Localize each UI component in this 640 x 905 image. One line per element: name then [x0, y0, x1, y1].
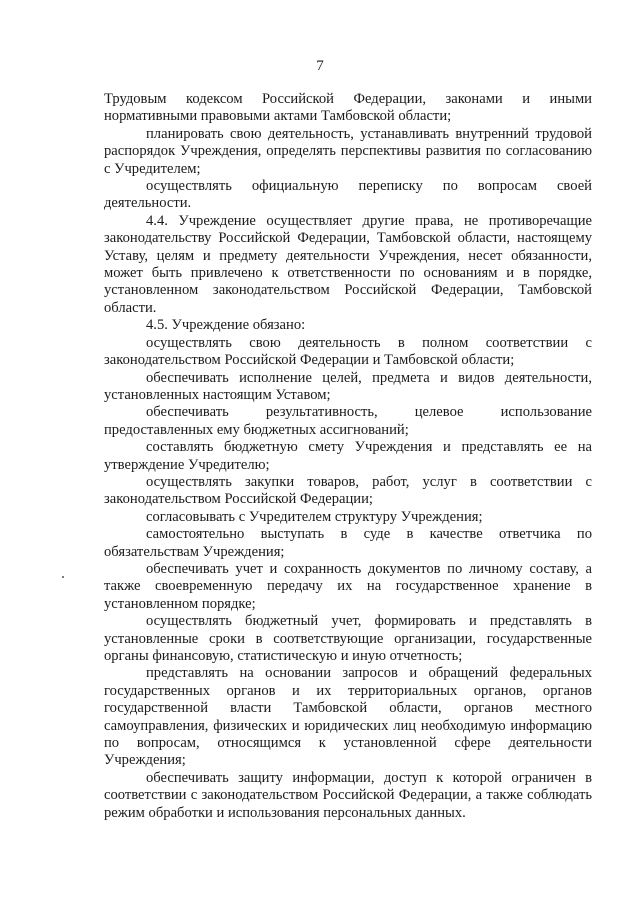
list-item-goals: обеспечивать исполнение целей, предмета и видов деятельности, установленных настоящим Уставом; [104, 369, 592, 403]
paragraph-section-4-5-heading: 4.5. Учреждение обязано: [146, 317, 306, 334]
paragraph-correspondence: осуществлять официальную переписку по вопросам своей деятельности. [104, 178, 592, 212]
list-item-information-requests: представлять на основании запросов и обращений федеральных государственных органов и их территориальных органов, органов государственной власти Тамбовской области, органов местного самоуправления, физических и юридических лиц необходимую информацию по вопросам, относящимся к установленной сфере деятельности Учреждения; [104, 665, 592, 769]
list-item-procurement: осуществлять закупки товаров, работ, услуг в соответствии с законодательством Российской Федерации; [104, 473, 592, 508]
list-item-court-defendant: самостоятельно выступать в суде в качестве ответчика по обязательствам Учреждения; [104, 526, 592, 560]
list-item-compliance: осуществлять свою деятельность в полном соответствии с законодательством Российской Федерации и Тамбовской области; [104, 334, 592, 369]
paragraph-plan-activity: планировать свою деятельность, устанавливать внутренний трудовой распорядок Учреждения, определять перспективы развития по согласованию с Учредителем; [104, 125, 592, 177]
scan-speck [62, 576, 64, 578]
page-number: 7 [316, 58, 324, 74]
list-item-personnel-records: обеспечивать учет и сохранность документов по личному составу, а также своевременную передачу их на государственное хранение в установленном порядке; [104, 560, 592, 612]
list-item-accounting: осуществлять бюджетный учет, формировать и представлять в установленные сроки в соответствующие организации, государственные органы финансовую, статистическую и иную отчетность; [104, 613, 592, 664]
document-body [104, 91, 592, 822]
list-item-data-protection: обеспечивать защиту информации, доступ к которой ограничен в соответствии с законодательством Российской Федерации, а также соблюдать режим обработки и использования персональных данных. [104, 769, 592, 821]
list-item-structure-approval: согласовывать с Учредителем структуру Учреждения; [146, 508, 483, 525]
paragraph-section-4-4: 4.4. Учреждение осуществляет другие права, не противоречащие законодательству Российской Федерации, Тамбовской области, настоящему Уставу, целям и предмету деятельности Учреждения, несет обязанности, может быть привлечено к ответственности по основаниям и в порядке, установленном законодательством Российской Федерации, Тамбовской области. [104, 212, 592, 316]
list-item-budget-effectiveness: обеспечивать результативность, целевое использование предоставленных ему бюджетных ассигнований; [104, 404, 592, 438]
paragraph-continuation: Трудовым кодексом Российской Федерации, законами и иными нормативными правовыми актами Тамбовской области; [104, 91, 592, 125]
list-item-budget-estimate: составлять бюджетную смету Учреждения и представлять ее на утверждение Учредителю; [104, 439, 592, 473]
